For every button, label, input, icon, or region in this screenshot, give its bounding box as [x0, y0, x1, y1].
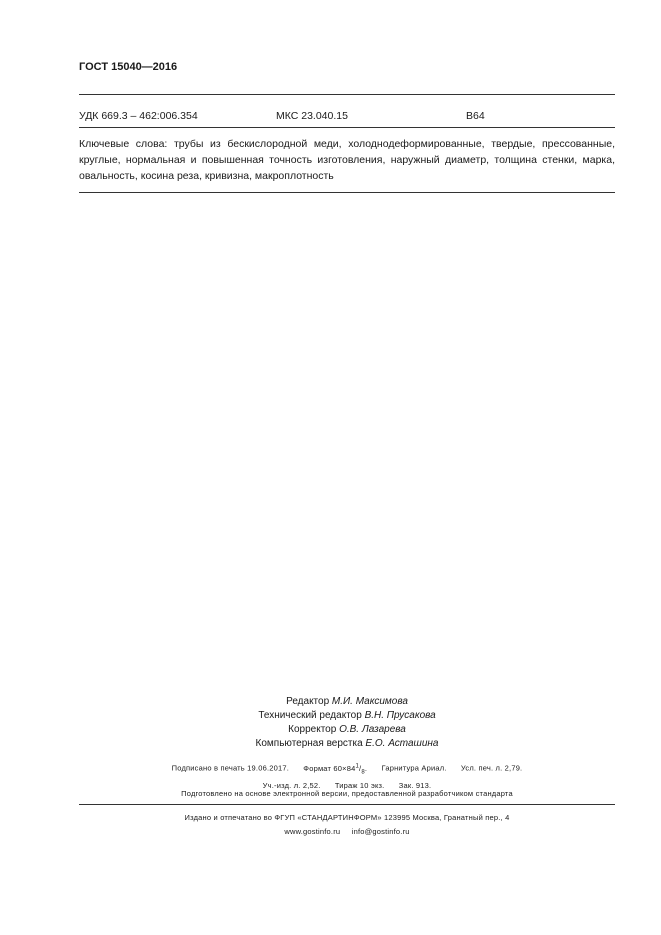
- mks-code: МКС 23.040.15: [276, 110, 348, 122]
- paper-format: Формат $60\times 84^1/_8$.: [303, 763, 368, 775]
- editor-row: [79, 695, 615, 709]
- tech-editor-name: В.Н. Прусакова: [364, 710, 436, 721]
- order-number: Зак. 913.: [398, 781, 432, 790]
- editor-name: М.И. Максимова: [331, 696, 408, 707]
- keywords-divider: [79, 192, 615, 193]
- group-code: B64: [466, 110, 485, 122]
- classification-divider: [79, 127, 615, 128]
- top-divider: [79, 94, 615, 95]
- publisher-address: Издано и отпечатано во ФГУП «СТАНДАРТИНФОРМ» 123995 Москва, Гранатный пер., 4: [184, 813, 510, 822]
- typeface: Гарнитура Ариал.: [381, 763, 447, 773]
- publication-sheets: Уч.-изд. л. 2,52.: [262, 781, 321, 790]
- footer-divider: [79, 804, 615, 805]
- layout-name: Е.О. Асташина: [365, 738, 439, 749]
- udk-code: УДК 669.3 – 462:006.354: [79, 110, 198, 122]
- proofreader-name: О.В. Лазарева: [339, 724, 406, 735]
- credits-block: [79, 695, 615, 751]
- email-link[interactable]: info@gostinfo.ru: [351, 827, 410, 836]
- keywords-paragraph: Ключевые слова: трубы из бескислородной меди, холоднодеформированные, твердые, прессованные, круглые, нормальная и повышенная точность изготовления, наружный диаметр, толщина стенки, марка, овальность, косина реза, кривизна, макроплотность: [79, 138, 615, 182]
- proofreader-row: [79, 723, 615, 737]
- signed-date: Подписано в печать 19.06.2017.: [171, 763, 289, 773]
- print-info-row-1: [79, 760, 615, 779]
- print-info-block: [79, 760, 615, 792]
- prepared-note: Подготовлено на основе электронной версии, предоставленной разработчиком стандарта: [181, 789, 513, 798]
- document-header-title: ГОСТ 15040—2016: [79, 61, 178, 73]
- website-link[interactable]: www.gostinfo.ru: [284, 827, 341, 836]
- tech-editor-label: Технический редактор: [258, 710, 362, 721]
- layout-row: [79, 737, 615, 751]
- circulation: Тираж 10 экз.: [334, 781, 385, 790]
- proofreader-label: Корректор: [288, 724, 337, 735]
- tech-editor-row: [79, 709, 615, 723]
- editor-label: Редактор: [286, 696, 330, 707]
- publisher-block: [79, 811, 615, 839]
- print-sheets: Усл. печ. л. 2,79.: [460, 763, 523, 773]
- layout-label: Компьютерная верстка: [255, 738, 363, 749]
- publisher-contacts: [79, 825, 615, 839]
